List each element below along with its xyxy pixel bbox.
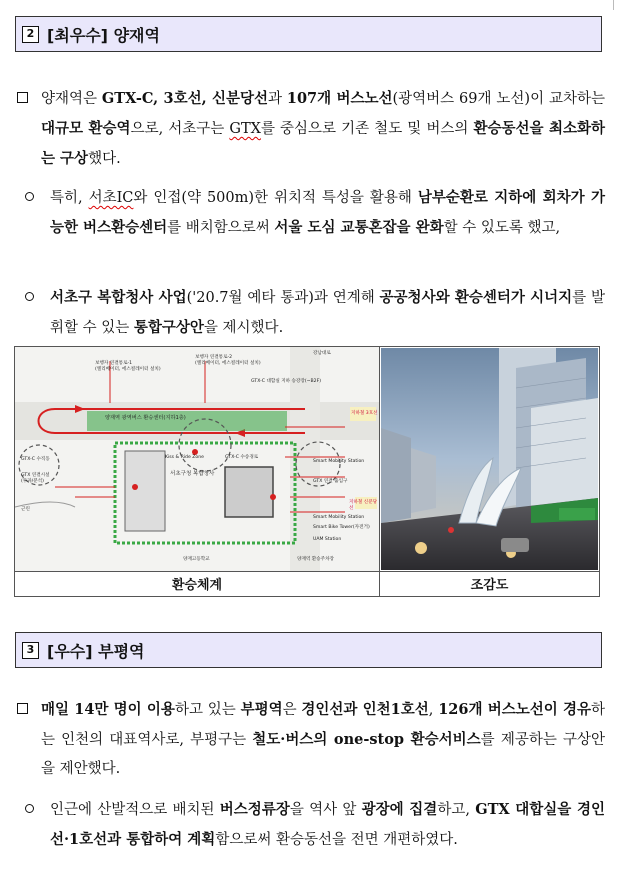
text-run: 인근에 산발적으로 배치된 <box>50 802 220 818</box>
map-label: Smart Mobility Station <box>313 459 365 464</box>
text-run: ('20.7월 예타 통과)과 연계해 <box>186 290 380 306</box>
paragraph-text <box>50 283 605 343</box>
map-label: Smart Bike Tower(자전거) <box>313 525 370 530</box>
sub-paragraph-bus-stops <box>15 795 605 855</box>
circle-bullet-icon <box>25 804 34 813</box>
text-run: 할 수 있도록 했고, <box>443 220 561 236</box>
map-label: GTX-C 대합실 지하 승강장(~B2F) <box>251 379 322 384</box>
emphasis-text: 경인선과 인천1호선 <box>301 701 429 718</box>
emphasis-text: 환승동선을 최소화하는 구상 <box>41 120 606 167</box>
paragraph-text <box>50 795 605 855</box>
paragraph-text <box>41 84 605 174</box>
map-label: 보행자 연결통로-2 <box>195 355 233 360</box>
emphasis-text: 버스정류장 <box>219 801 290 818</box>
text-run: 은 <box>282 702 302 718</box>
text-run: 양재역은 <box>41 91 102 107</box>
square-bullet-icon <box>17 703 28 714</box>
text-run: (광역버스 69개 노선)이 교차하는 <box>392 91 605 107</box>
figure-caption-left: 환승체계 <box>15 571 379 595</box>
text-run: 과 <box>267 91 287 107</box>
text-run: 을 역사 앞 <box>289 802 362 818</box>
sub-paragraph-bus-center <box>15 183 605 243</box>
section-number: 3 <box>22 642 39 659</box>
text-run: 하고, <box>437 802 476 818</box>
emphasis-text: GTX 대합실을 경인선·1호선과 통합하여 계획 <box>50 801 606 848</box>
main-paragraph-yangjae <box>15 84 605 174</box>
emphasis-text: 서울 도심 교통혼잡을 완화 <box>274 219 444 236</box>
figure-caption-right: 조감도 <box>380 571 599 595</box>
map-label: 양재고등학교 <box>183 557 210 562</box>
emphasis-text: 통합구상안 <box>133 319 204 336</box>
circle-bullet-icon <box>25 192 34 201</box>
section-title: [우수] 부평역 <box>47 641 145 661</box>
map-label: GTX 연결시설 <box>21 473 50 478</box>
section-heading-3 <box>15 632 602 668</box>
map-label: GTX-C 수직동 <box>21 457 50 462</box>
emphasis-text: 대규모 환승역 <box>41 120 131 137</box>
emphasis-text: 공공청사와 환승센터가 시너지 <box>379 289 573 306</box>
paragraph-text <box>50 183 605 243</box>
text-run: GTX <box>229 121 261 137</box>
emphasis-text: 126개 버스노선이 경유 <box>438 701 591 718</box>
text-run: 특히, <box>50 190 89 206</box>
text-run: 하고 있는 <box>174 702 241 718</box>
emphasis-text: 철도·버스의 one-stop 환승서비스 <box>252 731 481 748</box>
text-run: 를 중심으로 기존 철도 및 버스의 <box>260 121 474 137</box>
emphasis-text: 107개 버스노선 <box>286 90 393 107</box>
text-run: 를 발휘할 수 있는 <box>50 290 606 336</box>
map-label: (투자/분석) <box>21 479 44 484</box>
emphasis-text: 부평역 <box>240 701 283 718</box>
page-edge-mark <box>613 0 614 10</box>
map-label: 서초구청 복합청사 <box>170 471 215 477</box>
section-number: 2 <box>22 26 39 43</box>
map-label: 보행자 연결통로-1 <box>95 361 133 366</box>
text-run: 를 제공하는 구상안을 제안했다. <box>41 732 606 777</box>
circle-bullet-icon <box>25 292 34 301</box>
text-run: 으로, 서초구는 <box>130 121 230 137</box>
text-run: 서초IC <box>88 190 134 206</box>
emphasis-text: 서초구 복합청사 사업 <box>50 289 187 306</box>
map-label: (엘리베이터, 에스컬레이터 설치) <box>195 361 261 366</box>
map-label: 지하철 신분당선 <box>349 500 378 511</box>
map-label: Smart Mobility Station <box>313 515 365 520</box>
text-run: 을 제시했다. <box>203 320 284 336</box>
map-label: 근린 <box>21 507 30 512</box>
figure-table <box>14 346 600 597</box>
map-label: 양재역 환승주차장 <box>297 557 334 562</box>
paragraph-text <box>41 695 605 784</box>
text-run: , <box>428 702 439 718</box>
text-run: 를 배치함으로써 <box>167 220 275 236</box>
sub-paragraph-complex <box>15 283 605 343</box>
map-label: Kiss & Ride Zone <box>165 455 204 460</box>
emphasis-text: 매일 14만 명이 이용 <box>41 701 175 718</box>
transfer-map <box>15 347 379 571</box>
map-label: 양재역 광역버스 환승센터(지하1층) <box>105 415 186 421</box>
map-label: UAM Station <box>313 537 342 542</box>
text-run: 했다. <box>88 151 121 167</box>
text-run: 함으로써 환승동선을 전면 개편하였다. <box>215 832 458 848</box>
text-run: 하는 인천의 대표역사로, 부평구는 <box>41 702 606 748</box>
aerial-rendering <box>381 348 598 570</box>
emphasis-text: 광장에 집결 <box>361 801 438 818</box>
map-label: (엘리베이터, 에스컬레이터 설치) <box>95 367 161 372</box>
square-bullet-icon <box>17 92 28 103</box>
map-label: 강남대로 <box>313 351 331 356</box>
text-run: 와 인접(약 500m)한 위치적 특성을 활용해 <box>133 190 418 206</box>
column-divider <box>379 347 380 596</box>
map-label: 지하철 3호선 <box>351 411 378 416</box>
main-paragraph-bupyeong <box>15 695 605 784</box>
emphasis-text: 남부순환로 지하에 회차가 가능한 버스환승센터 <box>50 189 605 236</box>
section-title: [최우수] 양재역 <box>47 25 160 45</box>
section-heading-2 <box>15 16 602 52</box>
map-label: GTX 연결 출입구 <box>313 479 348 484</box>
map-label: GTX-C 수송경로 <box>225 455 259 460</box>
emphasis-text: GTX-C, 3호선, 신분당선 <box>101 90 268 107</box>
